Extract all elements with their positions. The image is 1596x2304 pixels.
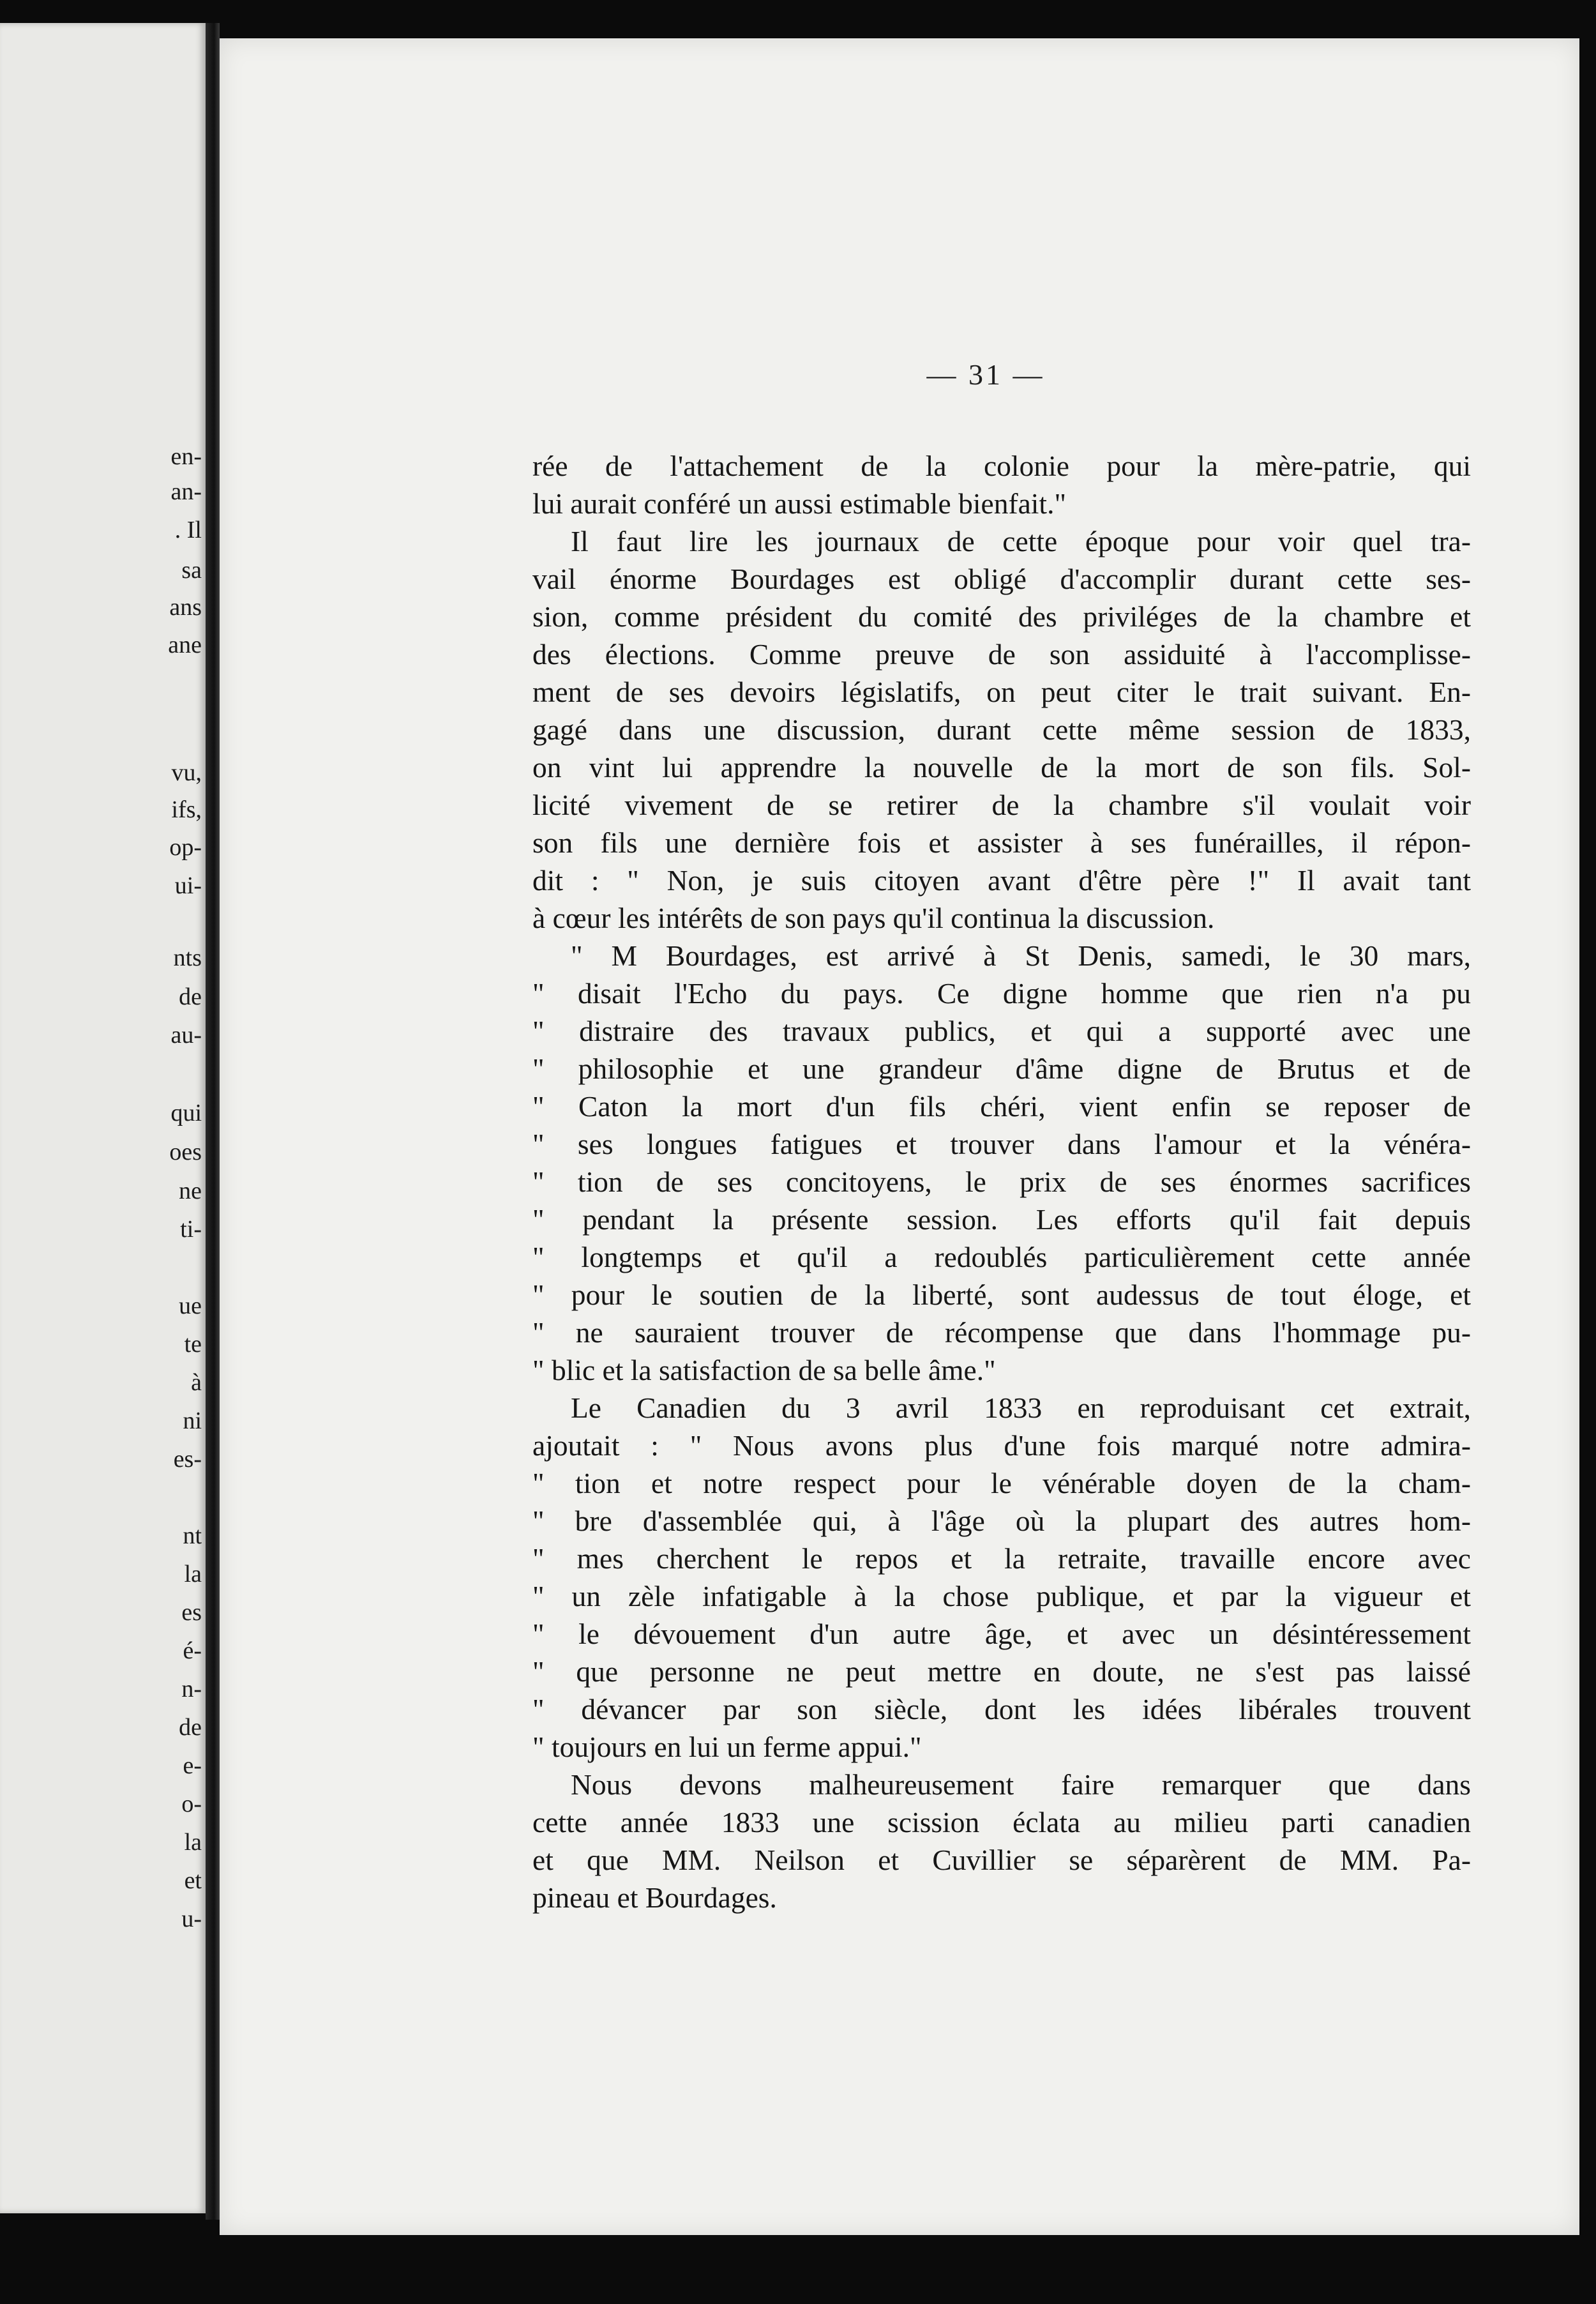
facing-page-text-fragment: ifs,	[171, 796, 202, 823]
facing-page-text-fragment: e-	[183, 1752, 202, 1779]
text-line: " dévancer par son siècle, dont les idées libérales trouvent	[532, 1693, 1471, 1725]
facing-page-text-fragment: ne	[179, 1178, 202, 1204]
text-line: gagé dans une discussion, durant cette même session de 1833,	[532, 713, 1471, 746]
text-line: " bre d'assemblée qui, à l'âge où la plupart des autres hom-	[532, 1504, 1471, 1537]
facing-page-text-fragment: an-	[170, 478, 202, 505]
facing-page-text-fragment: é-	[183, 1637, 202, 1664]
text-line: " ne sauraient trouver de récompense que dans l'hommage pu-	[532, 1316, 1471, 1349]
facing-page-text-fragment: ane	[168, 632, 202, 658]
text-line: " blic et la satisfaction de sa belle âme."	[532, 1354, 996, 1386]
text-line: " un zèle infatigable à la chose publique, et par la vigueur et	[532, 1580, 1471, 1612]
text-line: " Caton la mort d'un fils chéri, vient enfin se reposer de	[532, 1090, 1471, 1123]
facing-page-text-fragment: te	[184, 1331, 202, 1358]
text-line: " distraire des travaux publics, et qui a supporté avec une	[532, 1015, 1471, 1047]
facing-page-text-fragment: ui-	[174, 872, 202, 899]
text-line: cette année 1833 une scission éclata au milieu parti canadien	[532, 1806, 1471, 1838]
facing-page-text-fragment: es	[181, 1599, 202, 1626]
facing-page-text-fragment: à	[191, 1369, 202, 1396]
text-line: " philosophie et une grandeur d'âme digne de Brutus et de	[532, 1052, 1471, 1085]
facing-page-text-fragment: u-	[181, 1906, 202, 1932]
text-line: " pendant la présente session. Les efforts qu'il fait depuis	[532, 1203, 1471, 1236]
text-line: rée de l'attachement de la colonie pour la mère-patrie, qui	[532, 450, 1471, 482]
text-line: " que personne ne peut mettre en doute, ne s'est pas laissé	[532, 1655, 1471, 1688]
facing-page-text-fragment: vu,	[171, 759, 202, 786]
text-line: " toujours en lui un ferme appui."	[532, 1731, 922, 1763]
text-line: " le dévouement d'un autre âge, et avec un désintéressement	[532, 1618, 1471, 1650]
facing-page-text-fragment: ue	[179, 1292, 202, 1319]
facing-page-text-fragment: n-	[181, 1676, 202, 1702]
text-line: et que MM. Neilson et Cuvillier se séparèrent de MM. Pa-	[532, 1844, 1471, 1876]
facing-page-text-fragment: ni	[183, 1407, 202, 1434]
book-page	[220, 38, 1579, 2235]
facing-page-text-fragment: en-	[170, 443, 202, 470]
text-line: licité vivement de se retirer de la chambre s'il voulait voir	[532, 789, 1471, 821]
facing-page-text-fragment: de	[179, 1714, 202, 1741]
facing-page-text-fragment: es-	[173, 1446, 202, 1473]
text-line: " longtemps et qu'il a redoublés particulièrement cette année	[532, 1241, 1471, 1273]
facing-page-fragment	[0, 23, 206, 2213]
facing-page-text-fragment: la	[184, 1561, 202, 1588]
text-line: " M Bourdages, est arrivé à St Denis, samedi, le 30 mars,	[571, 939, 1471, 972]
text-line: " mes cherchent le repos et la retraite, travaille encore avec	[532, 1542, 1471, 1575]
page-number: — 31 —	[926, 358, 1045, 391]
facing-page-text-fragment: au-	[170, 1022, 202, 1049]
facing-page-text-fragment: oes	[169, 1139, 202, 1165]
book-gutter	[206, 23, 220, 2220]
text-line: pineau et Bourdages.	[532, 1881, 777, 1914]
text-line: Il faut lire les journaux de cette époque pour voir quel tra-	[571, 525, 1471, 557]
facing-page-text-fragment: de	[179, 983, 202, 1010]
facing-page-text-fragment: o-	[181, 1791, 202, 1817]
text-line: " tion et notre respect pour le vénérable doyen de la cham-	[532, 1467, 1471, 1499]
text-line: " pour le soutien de la liberté, sont audessus de tout éloge, et	[532, 1278, 1471, 1311]
text-line: des élections. Comme preuve de son assiduité à l'accomplisse-	[532, 638, 1471, 671]
page-body-text	[532, 447, 1471, 1916]
text-line: ajoutait : " Nous avons plus d'une fois marqué notre admira-	[532, 1429, 1471, 1462]
text-line: son fils une dernière fois et assister à ses funérailles, il répon-	[532, 826, 1471, 859]
facing-page-text-fragment: nt	[183, 1522, 202, 1549]
text-line: dit : " Non, je suis citoyen avant d'être père !" Il avait tant	[532, 864, 1471, 897]
facing-page-text-fragment: et	[184, 1867, 202, 1894]
text-line: à cœur les intérêts de son pays qu'il continua la discussion.	[532, 902, 1215, 934]
facing-page-text-fragment: ans	[169, 594, 202, 621]
text-line: vail énorme Bourdages est obligé d'accomplir durant cette ses-	[532, 563, 1471, 595]
text-line: " tion de ses concitoyens, le prix de ses énormes sacrifices	[532, 1165, 1471, 1198]
facing-page-text-fragment: op-	[169, 834, 202, 861]
facing-page-text-fragment: qui	[170, 1100, 202, 1126]
text-line: Le Canadien du 3 avril 1833 en reproduisant cet extrait,	[571, 1391, 1471, 1424]
facing-page-text-fragment: ti-	[180, 1216, 202, 1243]
text-line: ment de ses devoirs législatifs, on peut citer le trait suivant. En-	[532, 676, 1471, 708]
facing-page-text-fragment: nts	[173, 944, 202, 971]
text-line: " ses longues fatigues et trouver dans l'amour et la vénéra-	[532, 1128, 1471, 1160]
facing-page-text-fragment: la	[184, 1829, 202, 1856]
text-line: sion, comme président du comité des priviléges de la chambre et	[532, 600, 1471, 633]
text-line: " disait l'Echo du pays. Ce digne homme que rien n'a pu	[532, 977, 1471, 1010]
facing-page-text-fragment: sa	[181, 557, 202, 584]
facing-page-text-fragment: . Il	[174, 517, 202, 543]
text-line: lui aurait conféré un aussi estimable bienfait."	[532, 487, 1067, 520]
text-line: on vint lui apprendre la nouvelle de la mort de son fils. Sol-	[532, 751, 1471, 784]
text-line: Nous devons malheureusement faire remarquer que dans	[571, 1768, 1471, 1801]
